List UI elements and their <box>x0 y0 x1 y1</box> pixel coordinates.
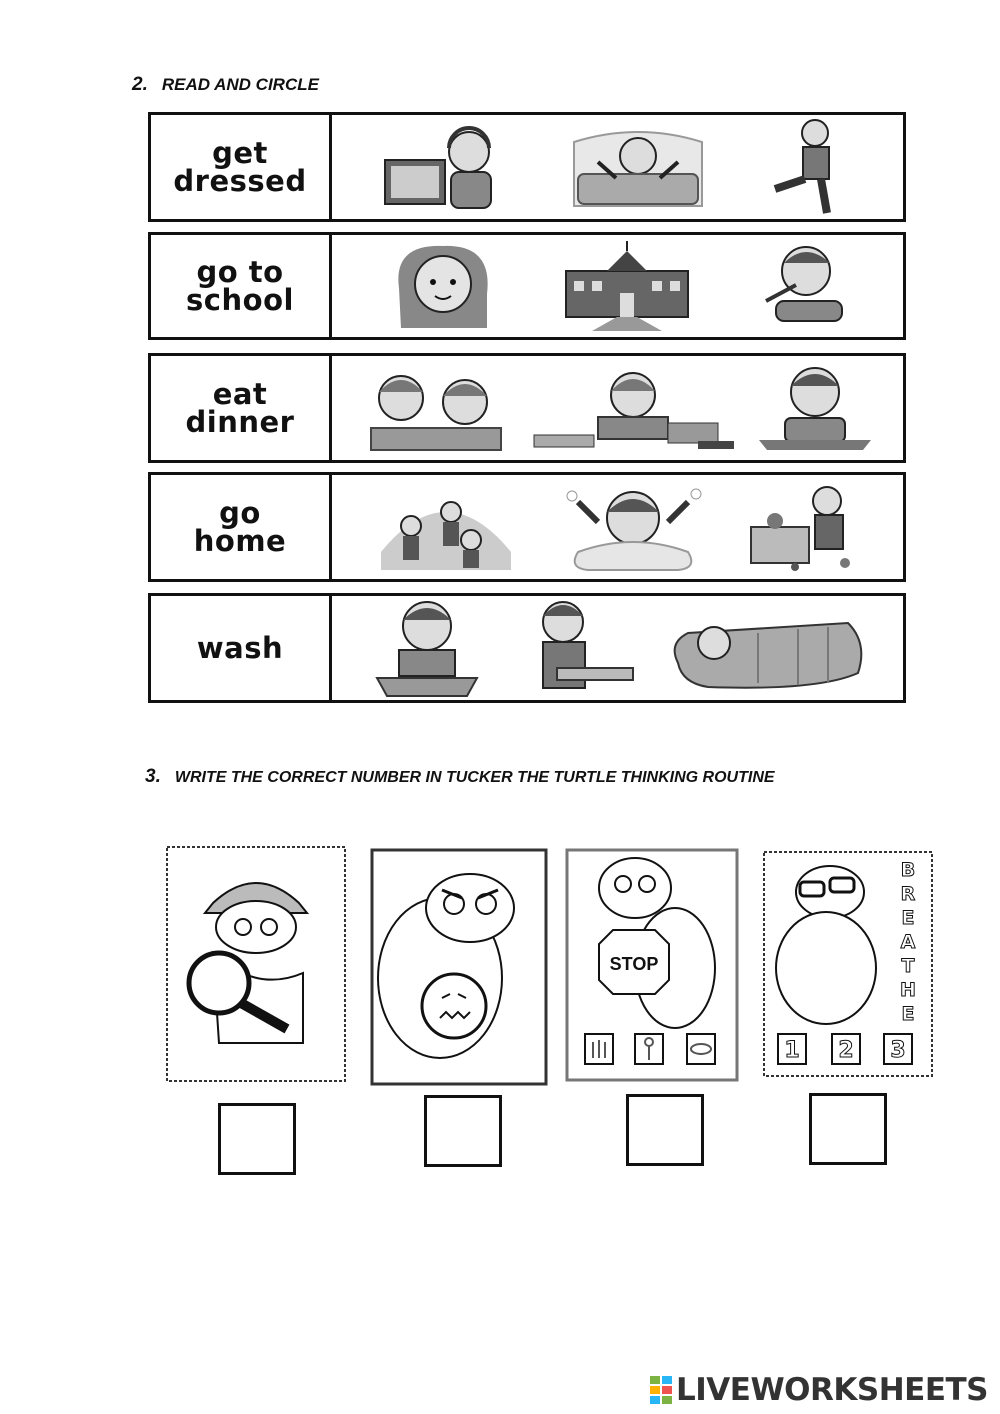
logo-icon <box>650 1376 672 1404</box>
school-building-picture[interactable] <box>562 241 692 331</box>
phrase-line: wash <box>196 631 284 665</box>
section-title: WRITE THE CORRECT NUMBER IN TUCKER THE TURTLE THINKING ROUTINE <box>174 769 775 786</box>
breathe-letter: T <box>901 955 915 977</box>
breathe-letter: E <box>901 1003 915 1025</box>
phrase-line: home <box>193 524 287 558</box>
breathe-letter: H <box>900 979 916 1001</box>
answer-box-2[interactable] <box>424 1095 502 1167</box>
answer-box-3[interactable] <box>626 1094 704 1166</box>
breathe-turtle-card <box>760 848 936 1080</box>
child-toys-picture[interactable] <box>745 481 865 573</box>
matching-row <box>148 472 906 582</box>
section-title: READ AND CIRCLE <box>161 75 319 94</box>
section-2-heading <box>132 74 319 96</box>
section-number: 3. <box>145 766 161 787</box>
phrase-line: school <box>186 283 294 317</box>
phrase-line: dinner <box>185 405 295 439</box>
matching-row <box>148 593 906 703</box>
answer-box-1[interactable] <box>218 1103 296 1175</box>
matching-row <box>148 232 906 340</box>
phrase-line: get <box>212 136 268 170</box>
phrase-line: dressed <box>173 164 307 198</box>
stop-sign-text: STOP <box>609 954 659 974</box>
step-number: 1 <box>784 1038 800 1063</box>
phrase-cell <box>151 235 332 337</box>
boy-washing-hands-picture[interactable] <box>367 598 487 698</box>
detective-turtle-card <box>163 843 349 1085</box>
liveworksheets-logo <box>650 1372 988 1408</box>
phrase-cell <box>151 596 332 700</box>
child-bathing-picture[interactable] <box>558 482 708 572</box>
boy-computer-picture[interactable] <box>381 122 511 212</box>
matching-row <box>148 112 906 222</box>
phrase-cell <box>151 356 332 460</box>
answer-box-4[interactable] <box>809 1093 887 1165</box>
stop-turtle-card <box>565 848 739 1082</box>
girls-brushing-teeth-picture[interactable] <box>361 362 511 454</box>
phrase-line: go to <box>196 255 284 289</box>
step-number: 3 <box>890 1038 906 1063</box>
boy-dressing-picture[interactable] <box>765 117 855 217</box>
boy-carrying-tray-picture[interactable] <box>517 598 637 698</box>
phrase-line: go <box>219 496 261 530</box>
breathe-letter: R <box>900 883 916 905</box>
phrase-cell <box>151 475 332 579</box>
phrase-cell <box>151 115 332 219</box>
breathe-letter: B <box>900 859 916 881</box>
child-sleeping-picture[interactable] <box>668 603 868 693</box>
brand-name: LIVEWORKSHEETS <box>676 1372 988 1408</box>
section-number: 2. <box>132 74 148 95</box>
boy-eating-picture[interactable] <box>755 362 875 454</box>
step-number: 2 <box>838 1038 854 1063</box>
breathe-letter: E <box>901 907 915 929</box>
angry-turtle-card <box>370 848 548 1086</box>
boy-brushing-teeth-picture[interactable] <box>746 241 856 331</box>
girl-doing-homework-picture[interactable] <box>528 363 738 453</box>
section-3-heading <box>145 766 775 788</box>
girl-thinking-picture[interactable] <box>379 238 509 334</box>
breathe-letter: A <box>900 931 916 953</box>
phrase-line: eat <box>212 377 268 411</box>
child-waking-up-picture[interactable] <box>568 122 708 212</box>
children-walking-picture[interactable] <box>371 482 521 572</box>
matching-row <box>148 353 906 463</box>
